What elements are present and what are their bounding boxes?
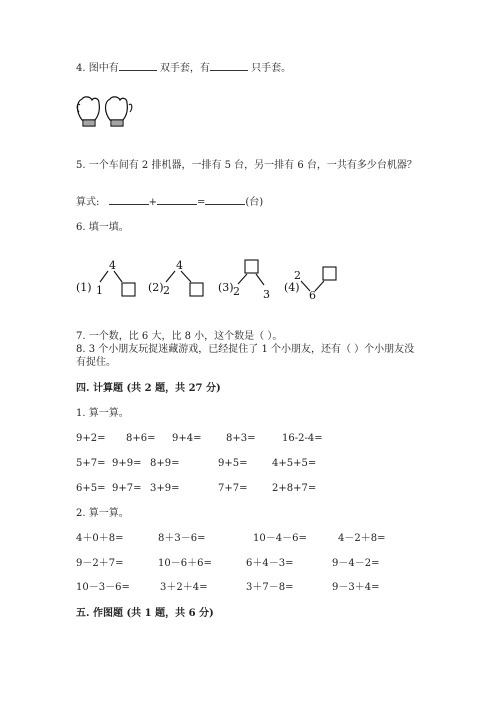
tree-top: 4 (176, 259, 183, 272)
calc2-item: 9－3＋4= (332, 582, 380, 593)
calc-1-title: 1. 算一算。 (76, 408, 129, 419)
answer-box[interactable] (190, 283, 203, 296)
calc1-item: 9+5= (218, 458, 248, 469)
tree-branch (166, 271, 175, 282)
calc1-item: 8+6= (126, 433, 156, 444)
calc1-item: 9+4= (172, 433, 202, 444)
calc1-item: 3+9= (150, 483, 180, 494)
number-tree-4 (282, 256, 352, 302)
calc2-item: 3＋2＋4= (160, 582, 208, 593)
calc1-item: 9+2= (76, 433, 106, 444)
tree-branch (100, 271, 108, 282)
section-5-title: 五. 作图题 (共 1 题，共 6 分) (76, 608, 214, 619)
answer-blank[interactable] (210, 61, 248, 71)
calc2-item: 10－3－6= (76, 582, 130, 593)
number-tree-1 (74, 256, 144, 302)
mittens-image (74, 92, 140, 132)
question-5: 5. 一个车间有 2 排机器，一排有 5 台，另一排有 6 台，一共有多少台机器？ (76, 160, 417, 171)
tree-label: (4) (284, 281, 300, 294)
section-4-title: 四. 计算题 (共 2 题，共 27 分) (76, 383, 221, 394)
answer-box[interactable] (122, 283, 135, 296)
tree-branch (181, 271, 191, 282)
answer-box[interactable] (323, 267, 336, 280)
calc1-item: 9+9= (112, 458, 142, 469)
number-tree-3 (216, 256, 286, 302)
tree-branch (238, 274, 247, 284)
tree-left: 2 (294, 269, 301, 282)
equals-sign: = (196, 197, 206, 208)
question-6-title: 6. 填一填。 (76, 222, 129, 233)
tree-bottom: 6 (309, 289, 316, 302)
calc1-item: 2+8+7= (272, 483, 317, 494)
tree-left: 1 (96, 284, 103, 297)
calc1-item: 5+7= (76, 458, 106, 469)
calc1-item: 7+7= (218, 483, 248, 494)
answer-blank[interactable] (109, 195, 149, 205)
tree-top: 4 (109, 259, 116, 272)
q5-formula (76, 195, 263, 209)
calc2-item: 10－4－6= (253, 533, 307, 544)
question-7: 7. 一个数，比 6 大，比 8 小，这个数是（ ）。 (76, 331, 283, 342)
q4-prefix: 4. 图中有 (76, 63, 119, 74)
answer-box[interactable] (245, 260, 258, 273)
tree-label: (3) (218, 281, 234, 294)
calc2-item: 10－6＋6= (158, 558, 212, 569)
tree-label: (1) (76, 281, 92, 294)
question-4 (76, 61, 291, 75)
tree-left: 2 (233, 285, 240, 298)
calc1-item: 4+5+5= (272, 458, 317, 469)
calc2-item: 9－2＋7= (76, 558, 124, 569)
calc2-item: 9－4－2= (332, 558, 380, 569)
calc2-item: 3＋7－8= (246, 582, 294, 593)
question-8-line1: 8. 3 个小朋友玩捉迷藏游戏，已经捉住了 1 个小朋友，还有（ ）个小朋友没 (76, 344, 415, 355)
tree-left: 2 (163, 284, 170, 297)
answer-blank[interactable] (205, 195, 245, 205)
answer-blank[interactable] (119, 61, 157, 71)
calc1-item: 16-2-4= (282, 433, 323, 444)
answer-blank[interactable] (157, 195, 197, 205)
number-tree-2 (146, 256, 216, 302)
tree-right: 3 (263, 288, 270, 301)
calc1-item: 9+7= (112, 483, 142, 494)
calc1-item: 8+3= (226, 433, 256, 444)
calc-2-title: 2. 算一算。 (76, 508, 129, 519)
plus-sign: + (148, 197, 157, 208)
question-8-line2: 有捉住。 (76, 357, 116, 368)
calc1-item: 8+9= (150, 458, 180, 469)
q4-suffix: 只手套。 (247, 63, 292, 74)
calc1-item: 6+5= (76, 483, 106, 494)
calc2-item: 6＋4－3= (246, 558, 294, 569)
q4-mid: 双手套，有 (156, 63, 210, 74)
unit-label: (台) (245, 197, 264, 208)
tree-branch (114, 271, 122, 282)
calc2-item: 8＋3－6= (158, 533, 206, 544)
tree-branch (315, 281, 324, 291)
calc2-item: 4＋0＋8= (76, 533, 124, 544)
calc2-item: 4－2＋8= (338, 533, 386, 544)
tree-branch (256, 274, 264, 285)
formula-label: 算式: (76, 197, 100, 208)
tree-label: (2) (148, 281, 164, 294)
